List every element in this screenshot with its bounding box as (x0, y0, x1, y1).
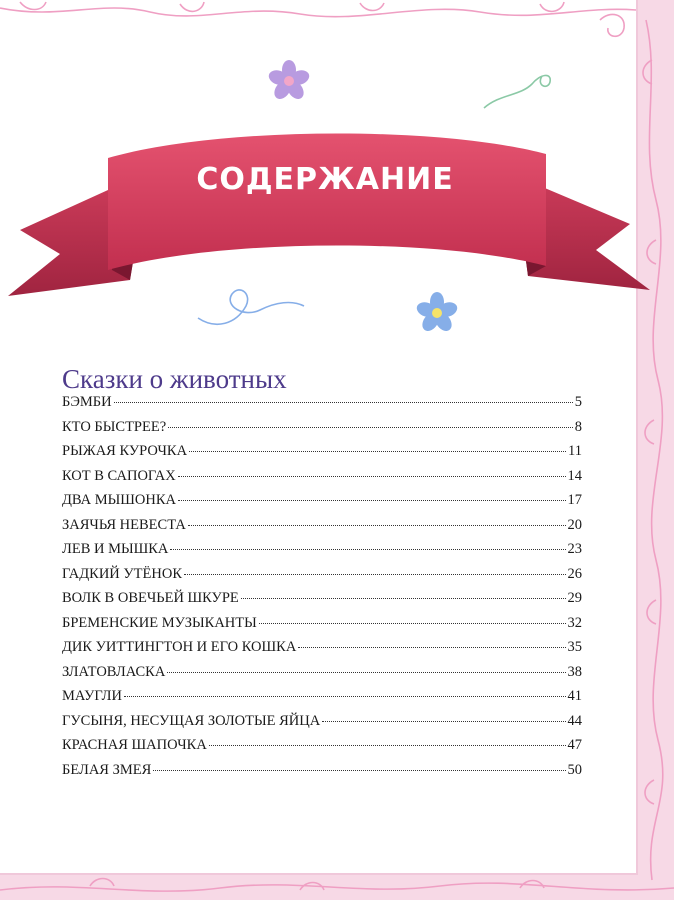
toc-page-number: 11 (568, 443, 582, 459)
dot-leader (298, 647, 565, 648)
toc-row[interactable] (62, 639, 582, 664)
toc-page-number: 32 (567, 614, 582, 631)
toc-entry-title: БРЕМЕНСКИЕ МУЗЫКАНТЫ (62, 614, 257, 631)
toc-row[interactable] (62, 394, 582, 419)
toc-page-number: 14 (567, 467, 582, 484)
toc-page-number: 41 (567, 688, 582, 704)
dot-leader (124, 696, 566, 697)
toc-page-number: 44 (567, 712, 582, 729)
dot-leader (189, 451, 566, 452)
toc-row[interactable] (62, 615, 582, 640)
dot-leader (259, 623, 566, 624)
page-title: СОДЕРЖАНИЕ (196, 162, 454, 197)
toc-entry-title: КТО БЫСТРЕЕ? (62, 418, 167, 435)
toc-page-number: 26 (567, 565, 582, 582)
toc-entry-title: МАУГЛИ (62, 688, 122, 704)
dot-leader (322, 721, 565, 722)
toc-page-number: 50 (567, 761, 582, 778)
toc-row[interactable] (62, 468, 582, 493)
toc-entry-title: БЭМБИ (62, 394, 112, 410)
toc-page-number: 8 (574, 418, 582, 435)
toc-entry-title: РЫЖАЯ КУРОЧКА (62, 443, 188, 459)
toc-entry-title: ЗАЯЧЬЯ НЕВЕСТА (62, 516, 186, 533)
toc-entry-title: ГУСЫНЯ, НЕСУЩАЯ ЗОЛОТЫЕ ЯЙЦА (62, 712, 321, 729)
toc-row[interactable] (62, 762, 582, 787)
toc-page-number: 17 (567, 492, 582, 508)
dot-leader (188, 525, 566, 526)
toc-row[interactable] (62, 688, 582, 713)
toc-row[interactable] (62, 541, 582, 566)
dot-leader (178, 476, 566, 477)
toc-page-number: 35 (567, 639, 582, 655)
toc-row[interactable] (62, 590, 582, 615)
toc-entry-title: ГАДКИЙ УТЁНОК (62, 565, 183, 582)
toc-row[interactable] (62, 737, 582, 762)
toc-page-number: 20 (567, 516, 582, 533)
dot-leader (170, 549, 565, 550)
toc-page-number: 38 (567, 663, 582, 680)
toc-entry-title: КОТ В САПОГАХ (62, 467, 176, 484)
dot-leader (167, 672, 565, 673)
toc-entry-title: ДВА МЫШОНКА (62, 492, 176, 508)
dot-leader (153, 770, 565, 771)
toc-row[interactable] (62, 713, 582, 738)
toc-entry-title: ДИК УИТТИНГТОН И ЕГО КОШКА (62, 639, 297, 655)
toc-entry-title: ЛЕВ И МЫШКА (62, 541, 169, 557)
toc-row[interactable] (62, 566, 582, 591)
toc-row[interactable] (62, 664, 582, 689)
dot-leader (114, 402, 573, 403)
toc-page-number: 47 (567, 737, 582, 753)
toc-page-number: 23 (567, 541, 582, 557)
section-title: Сказки о животных (62, 364, 287, 394)
toc-entry-title: БЕЛАЯ ЗМЕЯ (62, 761, 152, 778)
toc-entry-title: ВОЛК В ОВЕЧЬЕЙ ШКУРЕ (62, 590, 239, 606)
toc-row[interactable] (62, 492, 582, 517)
dot-leader (241, 598, 566, 599)
toc-entry-title: КРАСНАЯ ШАПОЧКА (62, 737, 207, 753)
dot-leader (184, 574, 565, 575)
toc-page-number: 5 (574, 394, 582, 410)
toc-row[interactable] (62, 443, 582, 468)
toc-row[interactable] (62, 517, 582, 542)
toc-entry-title: ЗЛАТОВЛАСКА (62, 663, 166, 680)
table-of-contents (62, 394, 582, 786)
dot-leader (178, 500, 566, 501)
dot-leader (209, 745, 566, 746)
toc-row[interactable] (62, 419, 582, 444)
ribbon-banner (0, 120, 674, 320)
dot-leader (168, 427, 573, 428)
toc-page-number: 29 (567, 590, 582, 606)
